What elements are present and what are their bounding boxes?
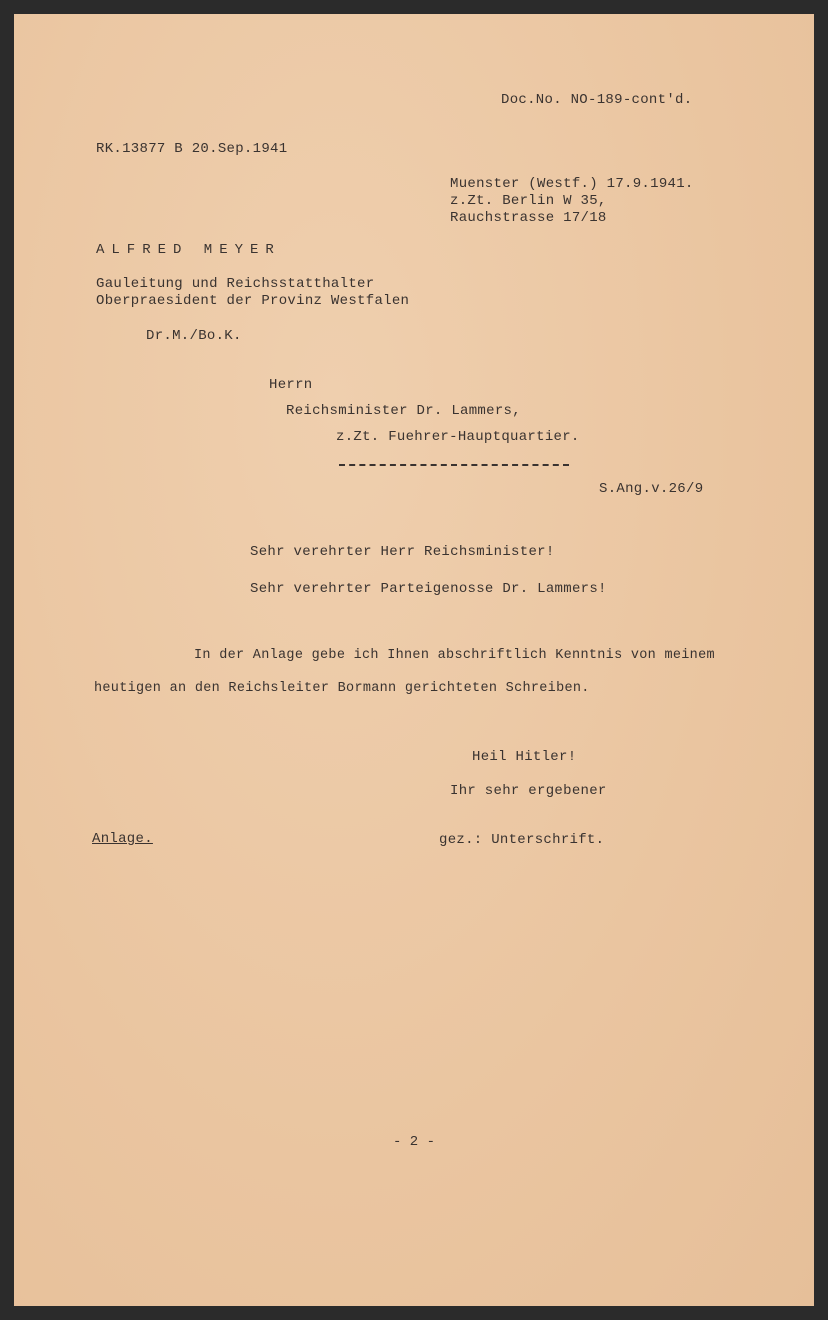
document-page <box>14 14 814 1306</box>
doc-number: Doc.No. NO-189-cont'd. <box>501 92 693 108</box>
sender-title1: Gauleitung und Reichsstatthalter <box>96 276 375 292</box>
closing-salute: Heil Hitler! <box>472 749 577 765</box>
body-line1: In der Anlage gebe ich Ihnen abschriftlich Kenntnis von meinem <box>194 648 715 663</box>
body-line2: heutigen an den Reichsleiter Bormann gerichteten Schreiben. <box>94 681 590 696</box>
reference-number: RK.13877 B 20.Sep.1941 <box>96 141 288 157</box>
closing-regards: Ihr sehr ergebener <box>450 783 607 799</box>
sender-address-line2: z.Zt. Berlin W 35, <box>450 193 607 209</box>
sender-name: ALFRED MEYER <box>96 242 281 258</box>
sender-address-line1: Muenster (Westf.) 17.9.1941. <box>450 176 694 192</box>
greeting-line2: Sehr verehrter Parteigenosse Dr. Lammers! <box>250 581 607 597</box>
recipient-location: z.Zt. Fuehrer-Hauptquartier. <box>336 429 580 445</box>
recipient-underline <box>339 464 569 466</box>
recipient-salutation: Herrn <box>269 377 313 393</box>
sender-address-line3: Rauchstrasse 17/18 <box>450 210 607 226</box>
sender-title2: Oberpraesident der Provinz Westfalen <box>96 293 410 309</box>
enclosure-label: Anlage. <box>92 831 153 847</box>
recipient-name: Reichsminister Dr. Lammers, <box>286 403 521 419</box>
file-note: S.Ang.v.26/9 <box>599 481 704 497</box>
page-number: - 2 - <box>392 1134 435 1150</box>
sender-initials: Dr.M./Bo.K. <box>146 328 242 344</box>
greeting-line1: Sehr verehrter Herr Reichsminister! <box>250 544 555 560</box>
signature-line: gez.: Unterschrift. <box>439 832 605 848</box>
